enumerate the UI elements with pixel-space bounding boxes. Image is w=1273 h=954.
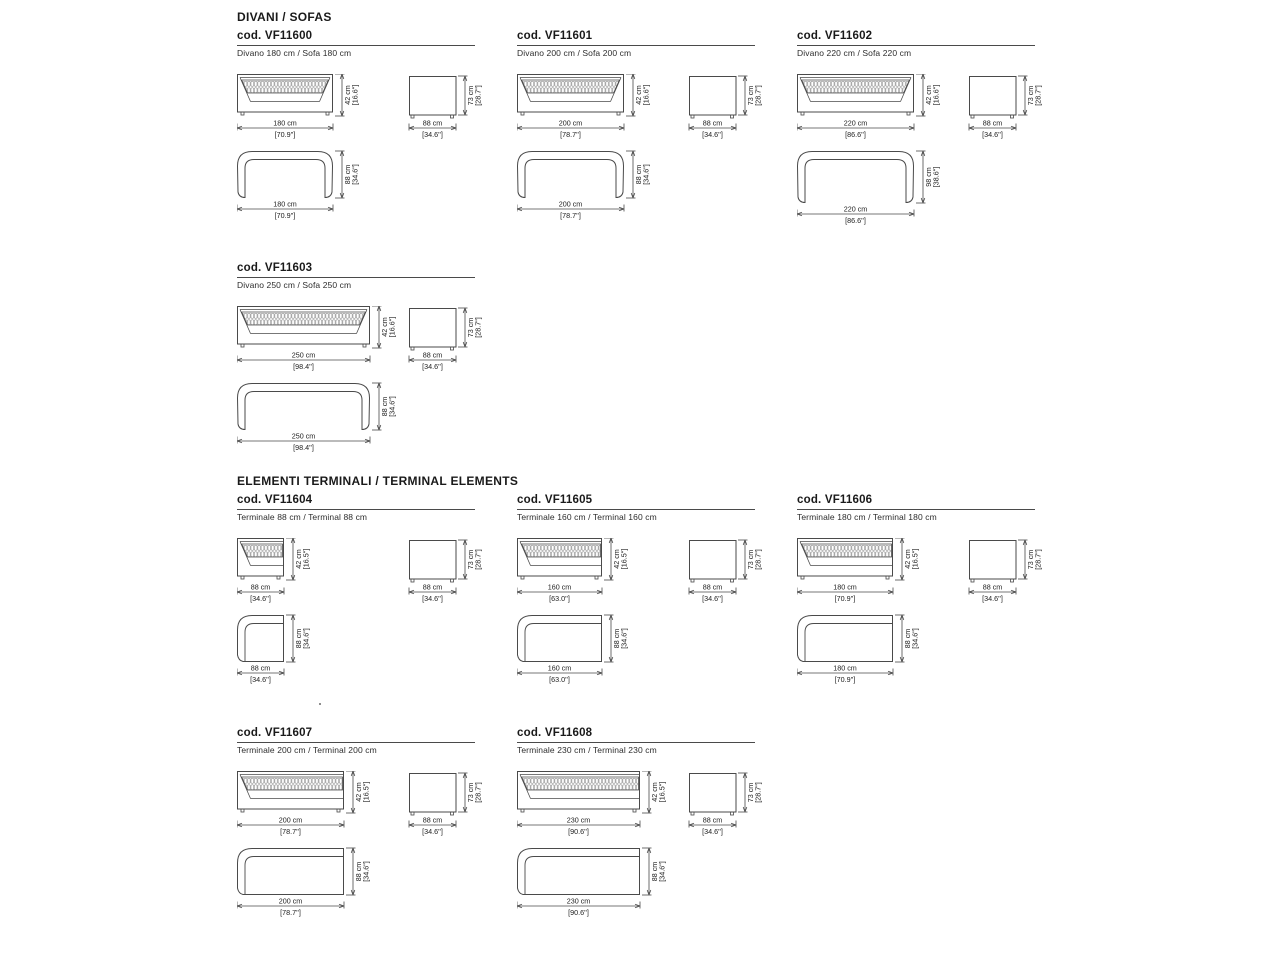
dim-label-cm: 180 cm <box>833 663 857 673</box>
stray-mark <box>319 703 321 705</box>
dim-label-inches: [34.6''] <box>982 130 1003 139</box>
technical-drawings <box>237 771 499 931</box>
product-subtitle: Divano 220 cm / Sofa 220 cm <box>797 48 912 58</box>
product-subtitle: Divano 180 cm / Sofa 180 cm <box>237 48 352 58</box>
product-block-vf11608 <box>517 727 779 917</box>
side-view <box>410 309 457 351</box>
dim-label-cm: 200 cm <box>558 118 583 128</box>
side-view <box>410 774 457 816</box>
dim-label-inches: [34.6''] <box>702 827 723 836</box>
dim-label-cm: 42 cm <box>294 549 303 569</box>
dim-label-cm: 88 cm <box>250 663 271 673</box>
cushion-band <box>242 544 283 557</box>
section-title-terminal-elements: ELEMENTI TERMINALI / TERMINAL ELEMENTS <box>237 474 519 488</box>
dim-label-cm: 42 cm <box>903 549 912 569</box>
dim-label-cm: 180 cm <box>273 199 297 209</box>
product-block-vf11602 <box>797 30 1059 225</box>
side-view <box>690 77 737 119</box>
dim-label-inches: [34.6''] <box>422 594 443 603</box>
product-code: cod. VF11606 <box>797 494 1035 510</box>
dim-label-inches: [78.7''] <box>280 827 301 836</box>
front-view <box>798 539 893 580</box>
dim-label-inches: [16.6"] <box>387 316 397 338</box>
product-block-vf11607 <box>237 727 499 917</box>
front-view <box>518 539 602 580</box>
front-view <box>518 75 624 116</box>
front-view <box>798 75 914 116</box>
dim-label-inches: [34.6"] <box>350 164 360 185</box>
product-views <box>517 771 779 931</box>
dim-label-cm: 88 cm <box>612 628 621 649</box>
dim-label-inches: [34.6''] <box>250 594 271 603</box>
technical-drawings <box>237 306 499 466</box>
dim-label-cm: 42 cm <box>924 85 933 105</box>
top-view <box>238 849 344 895</box>
dim-label-cm: 200 cm <box>278 896 303 906</box>
dim-label-inches: [34.6''] <box>982 594 1003 603</box>
dim-label-inches: [90.6''] <box>568 908 589 917</box>
dim-label-inches: [63.0''] <box>549 675 570 684</box>
front-view <box>238 539 284 580</box>
dim-label-cm: 73 cm <box>746 549 755 570</box>
dim-label-cm: 42 cm <box>343 85 352 105</box>
dim-label-cm: 200 cm <box>278 815 303 825</box>
dim-label-inches: [90.6''] <box>568 827 589 836</box>
dim-label-cm: 73 cm <box>746 782 755 803</box>
dim-label-inches: [34.6''] <box>422 130 443 139</box>
dim-label-cm: 42 cm <box>354 782 363 802</box>
dim-label-inches: [16.5"] <box>910 548 920 570</box>
dim-label-cm: 88 cm <box>250 582 271 592</box>
dim-label-inches: [16.5"] <box>657 781 667 803</box>
dim-label-cm: 200 cm <box>558 199 583 209</box>
cushion-band <box>242 777 343 790</box>
product-views <box>517 74 779 234</box>
dim-label-inches: [16.6"] <box>350 84 360 106</box>
side-view <box>410 541 457 583</box>
product-code: cod. VF11608 <box>517 727 755 743</box>
top-view <box>518 616 602 662</box>
dim-label-cm: 180 cm <box>833 582 857 592</box>
front-view <box>518 772 640 813</box>
dim-label-inches: [70.9''] <box>274 211 296 220</box>
side-view <box>410 77 457 119</box>
technical-drawings <box>517 538 779 698</box>
dim-label-cm: 88 cm <box>702 582 723 592</box>
dim-label-inches: [16.5"] <box>301 548 311 570</box>
product-block-vf11605 <box>517 494 779 684</box>
dim-label-inches: [28.7"] <box>473 85 483 106</box>
technical-drawings <box>797 74 1059 234</box>
dim-label-cm: 42 cm <box>380 317 389 337</box>
dim-label-inches: [16.5"] <box>619 548 629 570</box>
product-subtitle: Divano 200 cm / Sofa 200 cm <box>517 48 632 58</box>
product-code: cod. VF11605 <box>517 494 755 510</box>
side-view <box>970 541 1017 583</box>
dim-label-inches: [16.5"] <box>361 781 371 803</box>
dim-label-inches: [34.6''] <box>250 675 271 684</box>
dim-label-cm: 250 cm <box>291 350 316 360</box>
product-views <box>237 538 499 698</box>
cushion-band <box>522 544 601 557</box>
top-view <box>238 616 284 662</box>
dim-label-inches: [70.9''] <box>834 594 856 603</box>
dim-label-inches: [28.7"] <box>753 549 763 570</box>
dim-label-inches: [78.7''] <box>560 211 581 220</box>
product-views <box>237 74 499 234</box>
product-subtitle: Divano 250 cm / Sofa 250 cm <box>237 280 352 290</box>
dim-label-inches: [16.6"] <box>931 84 941 106</box>
top-view <box>238 152 333 198</box>
dim-label-cm: 160 cm <box>547 582 572 592</box>
dim-label-cm: 88 cm <box>702 815 723 825</box>
product-subtitle: Terminale 160 cm / Terminal 160 cm <box>517 512 657 522</box>
top-view <box>798 616 893 662</box>
dim-label-cm: 98 cm <box>924 167 933 187</box>
product-block-vf11601 <box>517 30 779 220</box>
dim-label-inches: [63.0''] <box>549 594 570 603</box>
dim-label-cm: 250 cm <box>291 431 316 441</box>
dim-label-cm: 73 cm <box>466 549 475 570</box>
dim-label-cm: 88 cm <box>422 582 443 592</box>
dim-label-cm: 230 cm <box>566 815 591 825</box>
side-view <box>970 77 1017 119</box>
technical-drawings <box>237 538 499 698</box>
front-view <box>238 772 344 813</box>
dim-label-cm: 73 cm <box>746 85 755 106</box>
dim-label-cm: 88 cm <box>634 164 643 185</box>
cushion-band <box>242 80 329 93</box>
dim-label-cm: 42 cm <box>634 85 643 105</box>
dim-label-inches: [16.6"] <box>641 84 651 106</box>
technical-drawings <box>517 74 779 234</box>
product-code: cod. VF11604 <box>237 494 475 510</box>
dim-label-inches: [86.6''] <box>845 130 866 139</box>
product-block-vf11604 <box>237 494 499 684</box>
dim-label-cm: 73 cm <box>1026 549 1035 570</box>
dim-label-cm: 88 cm <box>422 350 443 360</box>
dim-label-cm: 88 cm <box>982 582 1003 592</box>
top-view <box>798 152 914 203</box>
front-view <box>238 75 333 116</box>
dim-label-inches: [98.4''] <box>293 443 314 452</box>
product-code: cod. VF11607 <box>237 727 475 743</box>
dim-label-inches: [34.6''] <box>422 827 443 836</box>
dim-label-inches: [98.4''] <box>293 362 314 371</box>
front-view <box>238 307 370 348</box>
dim-label-inches: [34.6"] <box>361 861 371 882</box>
product-subtitle: Terminale 230 cm / Terminal 230 cm <box>517 745 657 755</box>
dim-label-inches: [28.7"] <box>753 85 763 106</box>
technical-drawings <box>237 74 499 234</box>
dim-label-inches: [38.6"] <box>931 166 941 188</box>
technical-drawings <box>517 771 779 931</box>
product-views <box>517 538 779 698</box>
dim-label-inches: [28.7"] <box>1033 85 1043 106</box>
dim-label-cm: 88 cm <box>343 164 352 185</box>
dim-label-inches: [86.6''] <box>845 216 866 225</box>
dim-label-cm: 88 cm <box>380 396 389 417</box>
dim-label-inches: [34.6''] <box>702 130 723 139</box>
dim-label-cm: 88 cm <box>982 118 1003 128</box>
section-title-sofas: DIVANI / SOFAS <box>237 10 332 24</box>
dim-label-cm: 160 cm <box>547 663 572 673</box>
product-subtitle: Terminale 180 cm / Terminal 180 cm <box>797 512 937 522</box>
product-code: cod. VF11602 <box>797 30 1035 46</box>
side-view <box>690 541 737 583</box>
dim-label-cm: 42 cm <box>612 549 621 569</box>
product-views <box>237 306 499 466</box>
dim-label-inches: [70.9''] <box>274 130 296 139</box>
cushion-band <box>802 80 910 93</box>
product-views <box>237 771 499 931</box>
technical-drawings <box>797 538 1059 698</box>
dim-label-inches: [34.6"] <box>641 164 651 185</box>
dim-label-cm: 180 cm <box>273 118 297 128</box>
dim-label-cm: 73 cm <box>466 85 475 106</box>
dim-label-inches: [34.6"] <box>910 628 920 649</box>
product-code: cod. VF11600 <box>237 30 475 46</box>
cushion-band <box>802 544 892 557</box>
dim-label-cm: 88 cm <box>422 118 443 128</box>
product-block-vf11603 <box>237 262 499 452</box>
top-view <box>518 152 624 198</box>
dim-label-cm: 88 cm <box>650 861 659 882</box>
dim-label-inches: [78.7''] <box>560 130 581 139</box>
dim-label-cm: 88 cm <box>354 861 363 882</box>
dim-label-inches: [34.6''] <box>422 362 443 371</box>
top-view <box>238 384 370 430</box>
dim-label-cm: 88 cm <box>702 118 723 128</box>
dim-label-inches: [28.7"] <box>473 549 483 570</box>
dim-label-inches: [28.7"] <box>473 782 483 803</box>
dim-label-inches: [34.6"] <box>657 861 667 882</box>
product-subtitle: Terminale 88 cm / Terminal 88 cm <box>237 512 368 522</box>
dim-label-inches: [34.6"] <box>301 628 311 649</box>
dim-label-inches: [28.7"] <box>753 782 763 803</box>
dim-label-cm: 220 cm <box>843 204 868 214</box>
dim-label-cm: 220 cm <box>843 118 868 128</box>
dim-label-cm: 42 cm <box>650 782 659 802</box>
product-subtitle: Terminale 200 cm / Terminal 200 cm <box>237 745 377 755</box>
dim-label-inches: [78.7''] <box>280 908 301 917</box>
dim-label-cm: 230 cm <box>566 896 591 906</box>
product-code: cod. VF11603 <box>237 262 475 278</box>
dim-label-inches: [70.9''] <box>834 675 856 684</box>
dim-label-cm: 73 cm <box>1026 85 1035 106</box>
dim-label-inches: [34.6"] <box>387 396 397 417</box>
dim-label-cm: 88 cm <box>903 628 912 649</box>
cushion-band <box>522 777 639 790</box>
product-views <box>797 538 1059 698</box>
dim-label-inches: [34.6''] <box>702 594 723 603</box>
dim-label-inches: [28.7"] <box>473 317 483 338</box>
dim-label-inches: [34.6"] <box>619 628 629 649</box>
dim-label-cm: 73 cm <box>466 782 475 803</box>
dim-label-cm: 73 cm <box>466 317 475 338</box>
dim-label-cm: 88 cm <box>422 815 443 825</box>
product-code: cod. VF11601 <box>517 30 755 46</box>
side-view <box>690 774 737 816</box>
cushion-band <box>522 80 620 93</box>
product-block-vf11606 <box>797 494 1059 684</box>
product-block-vf11600 <box>237 30 499 220</box>
product-views <box>797 74 1059 234</box>
dim-label-cm: 88 cm <box>294 628 303 649</box>
dim-label-inches: [28.7"] <box>1033 549 1043 570</box>
cushion-band <box>242 312 366 325</box>
top-view <box>518 849 640 895</box>
